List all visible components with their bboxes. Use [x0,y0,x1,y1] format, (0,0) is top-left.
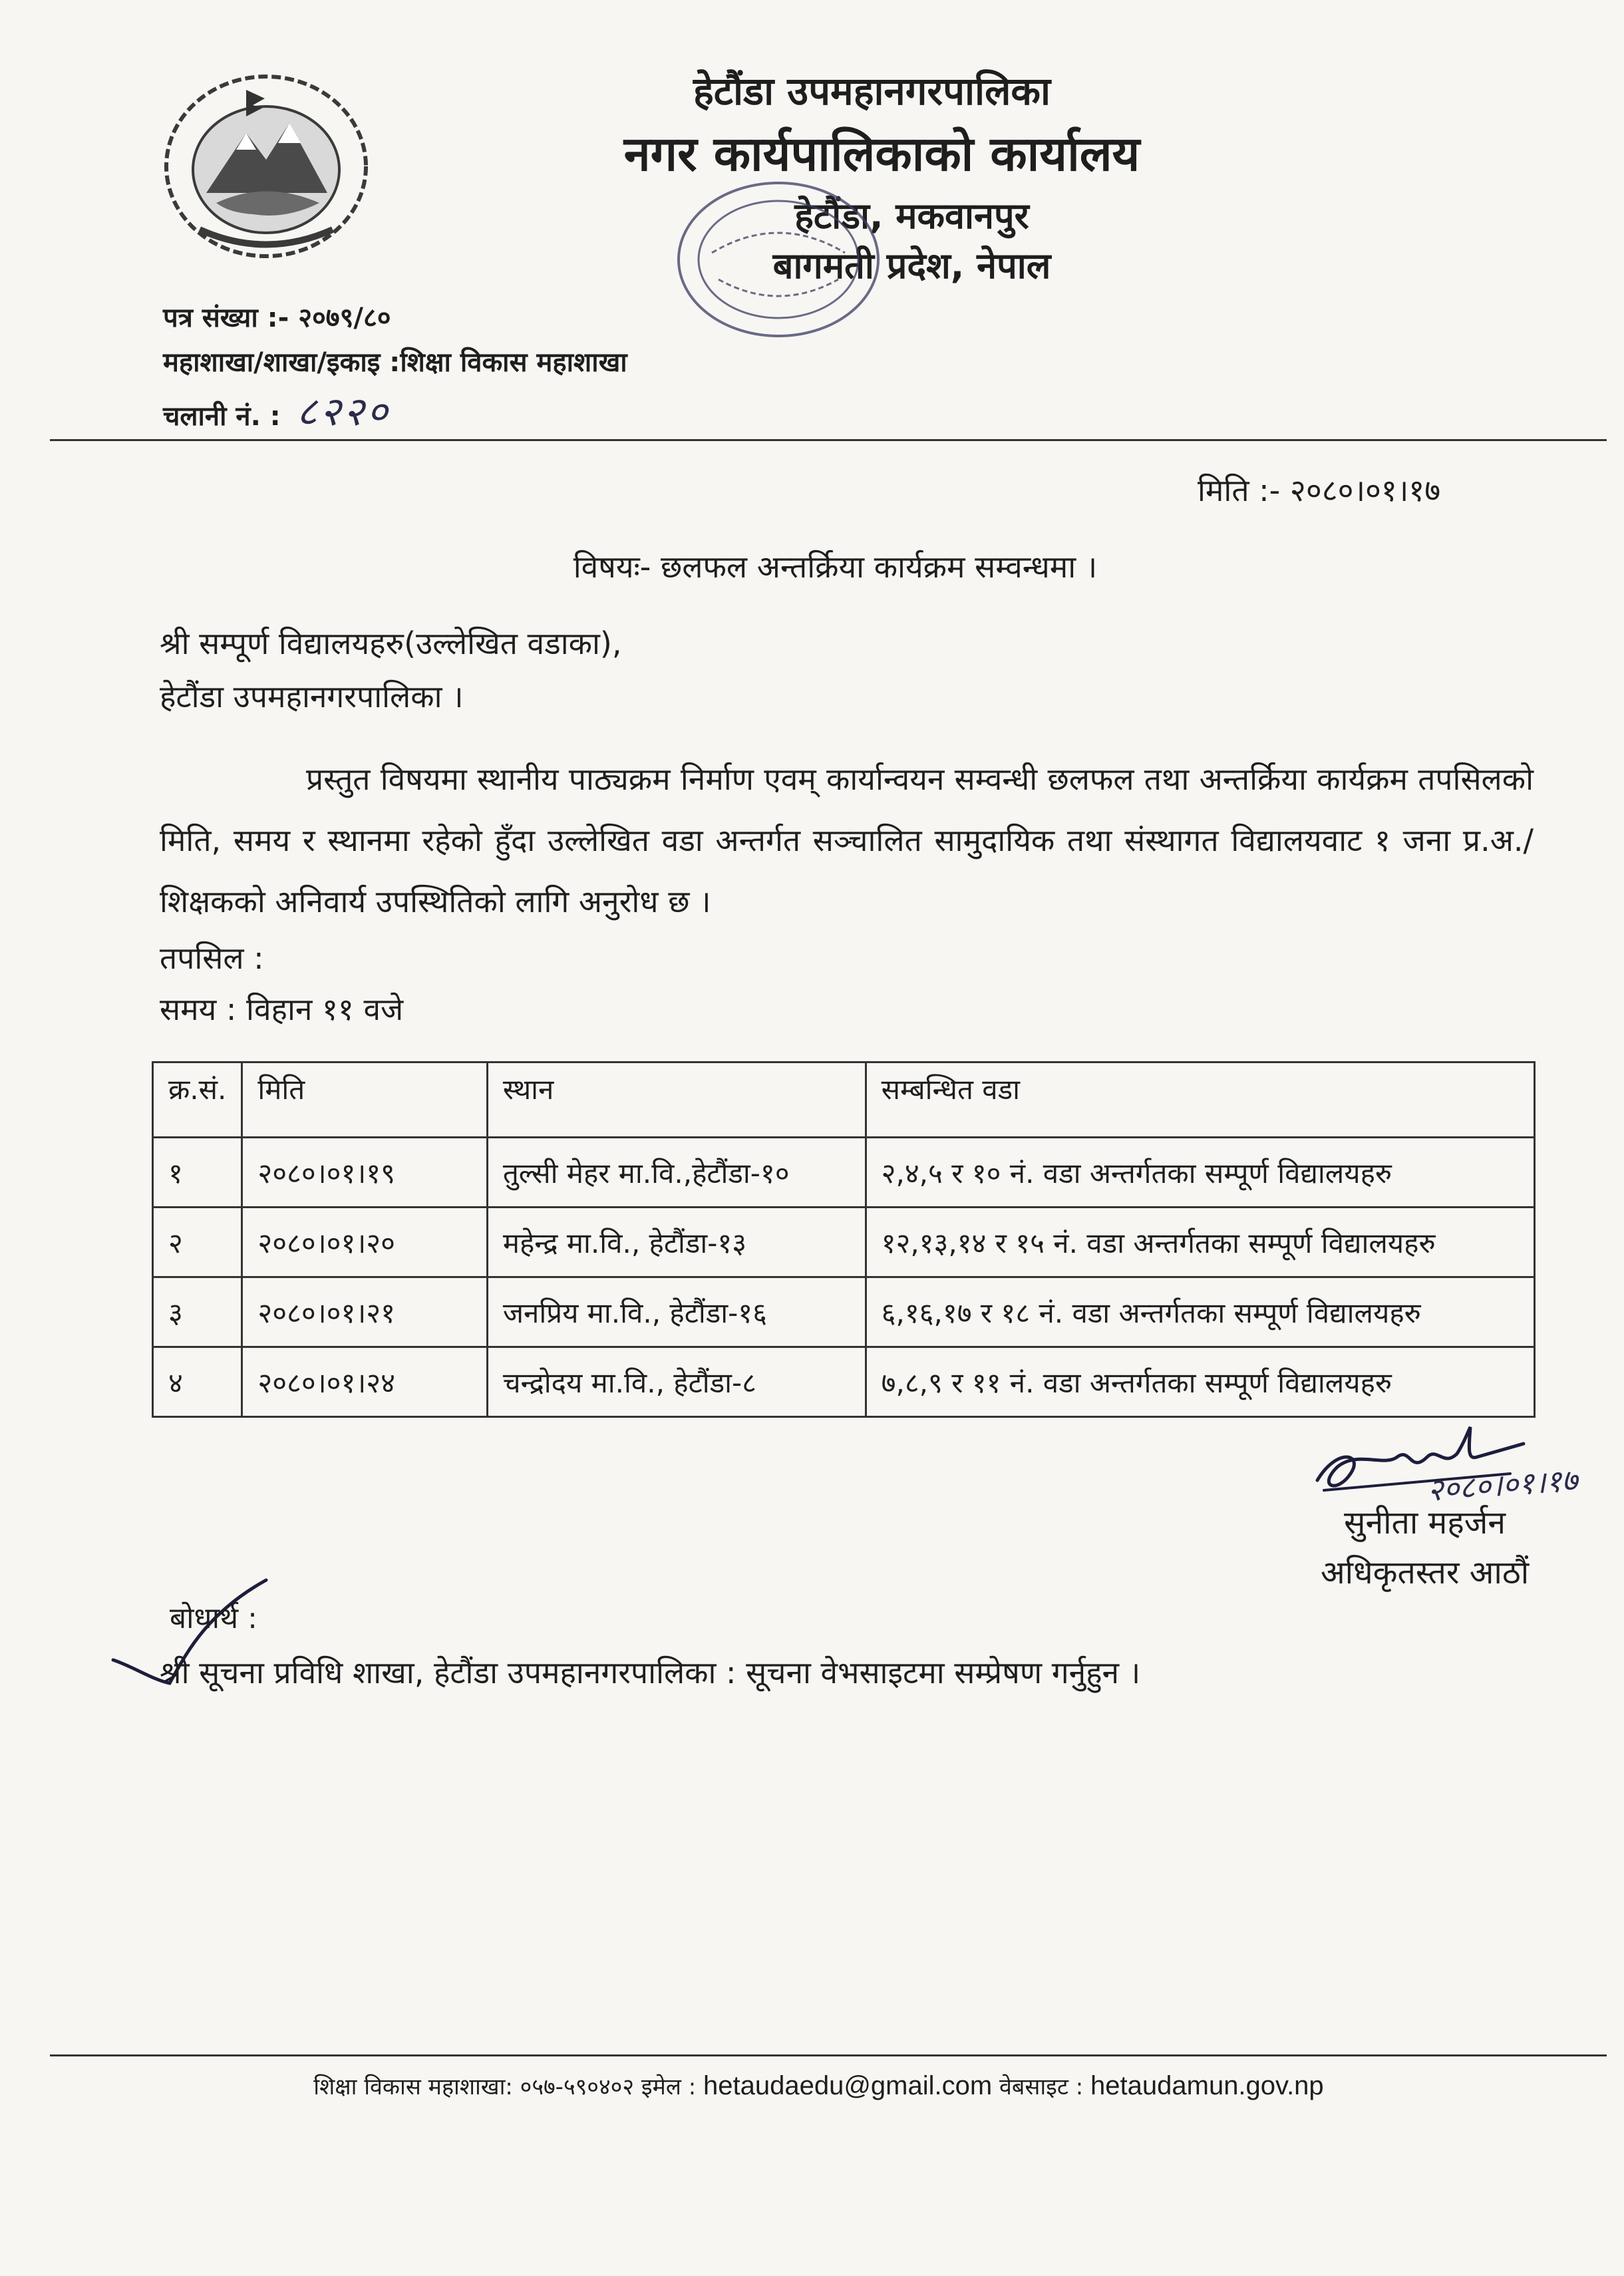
signer-title: अधिकृतस्तर आठौं [1321,1554,1530,1591]
footer-phone-label: शिक्षा विकास महाशाखा: [313,2074,513,2100]
dispatch-number [163,383,390,437]
table-row [153,1277,1535,1347]
signer-name: सुनीता महर्जन [1344,1504,1506,1542]
column-header-wards: सम्बन्धित वडा [866,1062,1534,1138]
table-header-row [153,1062,1535,1138]
footer-email-link[interactable]: hetaudaedu@gmail.com [703,2071,993,2100]
cell-date: २०८०।०१।१९ [242,1138,487,1208]
schedule-table [152,1061,1536,1418]
addressee-line-2: हेटौंडा उपमहानगरपालिका । [160,679,464,715]
addressee-line-1: श्री सम्पूर्ण विद्यालयहरु(उल्लेखित वडाका), [160,625,622,661]
column-header-venue: स्थान [487,1062,866,1138]
letter-subject: विषयः- छलफल अन्तर्क्रिया कार्यक्रम सम्वन्धमा । [573,549,1098,585]
cc-label: बोधार्थ : [170,1601,257,1635]
office-name: हेटौंडा उपमहानगरपालिका [693,69,1051,114]
table-row [153,1138,1535,1208]
dispatch-value: ८२२० [296,389,391,435]
cell-venue: तुल्सी मेहर मा.वि.,हेटौंडा-१० [487,1138,866,1208]
letter-number-value: २०७९/८० [298,303,391,333]
cell-serial: २ [153,1208,242,1277]
schedule-label: तपसिल : [160,940,264,976]
column-header-date: मिति [242,1062,487,1138]
footer-phone: ०५७-५९०४०२ [520,2074,635,2100]
header-divider [50,439,1607,441]
letter-number [163,298,391,335]
cell-venue: चन्द्रोदय मा.वि., हेटौंडा-८ [487,1347,866,1417]
dispatch-label: चलानी नं. : [163,401,281,432]
office-province: बागमती प्रदेश, नेपाल [772,245,1051,287]
column-header-serial: क्र.सं. [153,1062,242,1138]
office-address: हेटौंडा, मकवानपुर [794,195,1029,237]
footer-website-link[interactable]: hetaudamun.gov.np [1090,2071,1324,2100]
cell-wards: ६,१६,१७ र १८ नं. वडा अन्तर्गतका सम्पूर्ण विद्यालयहरु [866,1277,1534,1347]
schedule-time: समय : विहान ११ वजे [160,991,404,1027]
footer-divider [50,2054,1607,2056]
letter-number-label: पत्र संख्या :- [163,303,289,333]
signature-date: २०८०।०१।१७ [1426,1462,1579,1508]
official-stamp-icon [672,173,885,346]
cell-serial: ४ [153,1347,242,1417]
cell-wards: ७,८,९ र ११ नं. वडा अन्तर्गतका सम्पूर्ण विद्यालयहरु [866,1347,1534,1417]
department [163,343,627,379]
cell-wards: १२,१३,१४ र १५ नं. वडा अन्तर्गतका सम्पूर्ण विद्यालयहरु [866,1208,1534,1277]
table-row [153,1347,1535,1417]
table-row [153,1208,1535,1277]
department-value: शिक्षा विकास महाशाखा [400,347,627,378]
cell-wards: २,४,५ र १० नं. वडा अन्तर्गतका सम्पूर्ण विद्यालयहरु [866,1138,1534,1208]
cell-date: २०८०।०१।२० [242,1208,487,1277]
cell-serial: ३ [153,1277,242,1347]
footer-email-label: इमेल : [641,2074,697,2100]
department-label: महाशाखा/शाखा/इकाइ : [163,347,401,378]
cell-venue: जनप्रिय मा.वि., हेटौंडा-१६ [487,1277,866,1347]
footer-website-label: वेबसाइट : [999,2074,1084,2100]
cc-recipient: श्री सूचना प्रविधि शाखा, हेटौंडा उपमहानगरपालिका : सूचना वेभसाइटमा सम्प्रेषण गर्नुहुन । [160,1655,1141,1691]
cell-date: २०८०।०१।२१ [242,1277,487,1347]
cell-date: २०८०।०१।२४ [242,1347,487,1417]
cell-serial: १ [153,1138,242,1208]
footer-contact [0,2070,1624,2101]
office-title: नगर कार्यपालिकाको कार्यालय [623,126,1140,182]
cell-venue: महेन्द्र मा.वि., हेटौंडा-१३ [487,1208,866,1277]
letter-body: प्रस्तुत विषयमा स्थानीय पाठ्यक्रम निर्माण एवम् कार्यान्वयन सम्वन्धी छलफल तथा अन्तर्क्रिया कार्यक्रम तपसिलको मिति, समय र स्थानमा रहेको हुँदा उल्लेखित वडा अन्तर्गत सञ्चालित सामुदायिक तथा संस्थागत विद्यालयवाट १ जना प्र.अ./शिक्षकको अनिवार्य उपस्थितिको लागि अनुरोध छ । [160,761,1534,919]
letter-date: मिति :- २०८०।०१।१७ [1198,472,1441,508]
